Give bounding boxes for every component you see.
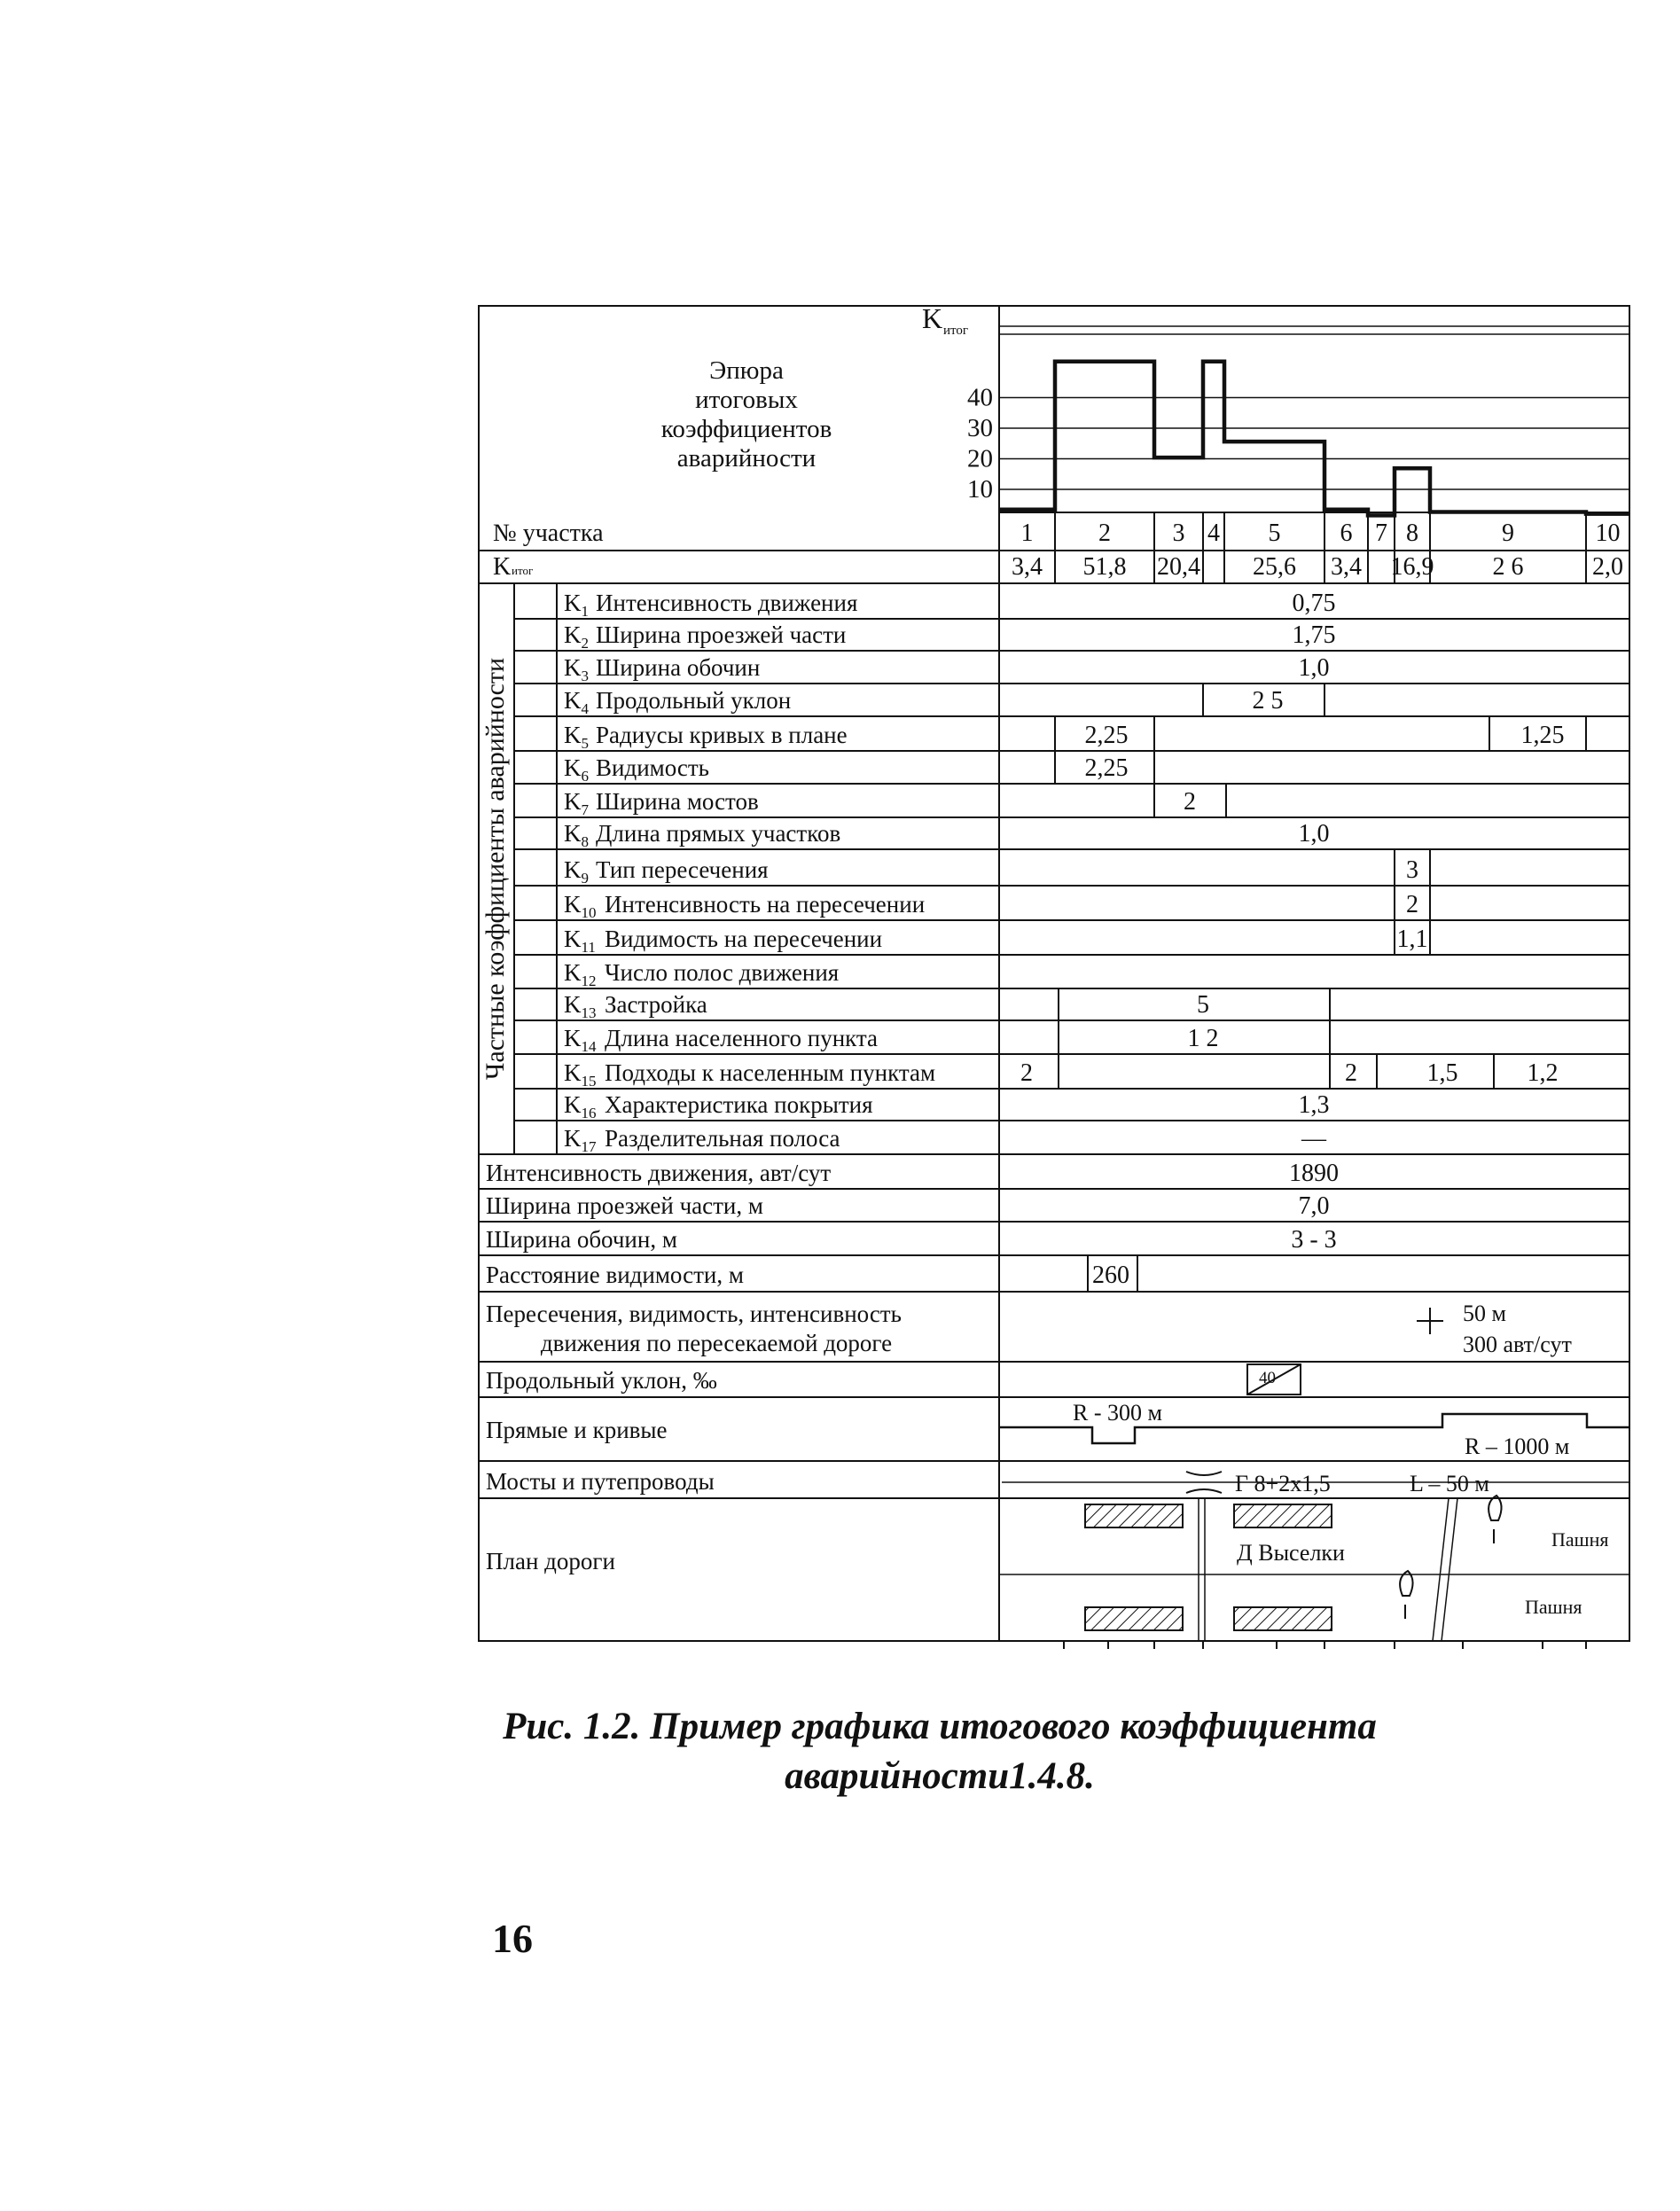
coef-name-K12: Число полос движения (605, 959, 840, 986)
intersection-traffic: 300 авт/сут (1463, 1332, 1572, 1357)
coef-value-K15-1: 2 (1020, 1059, 1033, 1087)
coef-name-K6: Видимость (596, 754, 709, 781)
bridge-size: Г 8+2х1,5 (1235, 1471, 1331, 1496)
bottom-label-2: Ширина проезжей части, м (486, 1192, 763, 1219)
coef-symbol-K10: $K_{10}$ (564, 891, 597, 921)
section-number-6: 6 (1340, 520, 1353, 547)
coef-name-K8: Длина прямых участков (596, 820, 841, 847)
y-tick-label-30: 30 (967, 414, 993, 442)
section-number-4: 4 (1207, 520, 1220, 547)
coef-name-K3: Ширина обочин (596, 654, 761, 681)
kitog-axis-subscript: итог (943, 324, 969, 338)
coef-value-K1-1: 0,75 (1292, 590, 1336, 617)
coef-name-K13: Застройка (605, 991, 707, 1018)
coef-value-K13-1: 5 (1197, 991, 1209, 1019)
coef-symbol-K16: $K_{16}$ (564, 1091, 597, 1121)
settlement-building-4 (1234, 1607, 1332, 1630)
kitog-value-5: 25,6 (1253, 553, 1296, 581)
caption-line-2: аварийности1.4.8. (785, 1755, 1095, 1797)
coef-value-K11-1: 1,1 (1396, 926, 1428, 953)
section-number-7: 7 (1375, 520, 1387, 547)
coef-name-K14: Длина населенного пункта (605, 1025, 879, 1051)
kitog-value-9: 2 6 (1492, 553, 1524, 581)
bottom-value-1: 1890 (1289, 1160, 1339, 1187)
section-number-header: № участка (493, 520, 604, 547)
gradient-value: 40 (1259, 1369, 1276, 1387)
field-boundary (1433, 1498, 1449, 1641)
chart-title-line-3: коэффициентов (660, 415, 832, 443)
coef-symbol-K1: $K_1$ (564, 590, 589, 620)
coef-symbol-K13: $K_{13}$ (564, 991, 597, 1021)
curve-radius-300: R - 300 м (1073, 1400, 1162, 1426)
section-number-10: 10 (1595, 520, 1621, 547)
coef-name-K10: Интенсивность на пересечении (605, 891, 926, 918)
section-number-1: 1 (1020, 520, 1034, 547)
y-tick-label-40: 40 (967, 383, 993, 412)
coef-value-K15-2: 2 (1345, 1059, 1357, 1087)
coef-symbol-K9: $K_9$ (564, 856, 589, 887)
bottom-value-3: 3 - 3 (1291, 1226, 1337, 1254)
curve-radius-1000: R – 1000 м (1465, 1434, 1570, 1459)
straights-curves-label: Прямые и кривые (486, 1417, 668, 1443)
settlement-building-2 (1234, 1504, 1332, 1527)
settlement-building-3 (1085, 1607, 1183, 1630)
y-tick-label-20: 20 (967, 444, 993, 473)
section-number-9: 9 (1502, 520, 1514, 547)
kitog-row-header: K (493, 553, 512, 581)
kitog-value-2: 51,8 (1082, 553, 1127, 581)
intersections-label-line-1: Пересечения, видимость, интенсивность (486, 1301, 902, 1327)
section-number-3: 3 (1172, 520, 1185, 547)
coef-symbol-K15: $K_{15}$ (564, 1059, 597, 1090)
coef-value-K9-1: 3 (1406, 856, 1418, 884)
coef-value-K10-1: 2 (1406, 891, 1418, 918)
kitog-value-8: 16,9 (1390, 553, 1434, 581)
caption-line-1: Рис. 1.2. Пример графика итогового коэффициента (503, 1706, 1377, 1747)
coef-value-K5-2: 1,25 (1520, 722, 1565, 749)
section-number-2: 2 (1098, 520, 1111, 547)
coef-symbol-K6: $K_6$ (564, 754, 589, 785)
coef-value-K15-4: 1,2 (1527, 1059, 1559, 1087)
coef-value-K8-1: 1,0 (1298, 820, 1330, 848)
chart-title-line-1: Эпюра (709, 356, 784, 385)
coef-symbol-K12: $K_{12}$ (564, 959, 597, 989)
settlement-name: Д Выселки (1237, 1540, 1345, 1566)
coef-value-K2-1: 1,75 (1292, 621, 1336, 649)
kitog-value-10: 2,0 (1592, 553, 1623, 581)
intersections-label-line-2: движения по пересекаемой дороге (540, 1330, 893, 1356)
coef-value-K6-1: 2,25 (1084, 754, 1129, 782)
coef-value-K5-1: 2,25 (1084, 722, 1129, 749)
coef-value-K7-1: 2 (1184, 788, 1196, 816)
settlement-building-1 (1085, 1504, 1183, 1527)
coef-name-K5: Радиусы кривых в плане (596, 722, 848, 748)
gradient-label: Продольный уклон, ‰ (486, 1367, 717, 1394)
bottom-label-1: Интенсивность движения, авт/сут (486, 1160, 832, 1186)
coef-name-K17: Разделительная полоса (605, 1125, 840, 1152)
coef-symbol-K3: $K_3$ (564, 654, 589, 684)
bottom-value-2: 7,0 (1298, 1192, 1330, 1220)
section-number-8: 8 (1406, 520, 1418, 547)
coef-name-K7: Ширина мостов (596, 788, 759, 815)
kitog-value-3: 20,4 (1157, 553, 1200, 581)
coef-value-K3-1: 1,0 (1298, 654, 1330, 682)
visibility-distance-label: Расстояние видимости, м (486, 1262, 744, 1288)
tree-icon-2 (1400, 1571, 1412, 1619)
chart-title-line-4: аварийности (676, 444, 817, 473)
page-number: 16 (492, 1916, 533, 1961)
coef-name-K2: Ширина проезжей части (596, 621, 847, 648)
coef-symbol-K4: $K_4$ (564, 687, 589, 717)
coef-value-K17-1: — (1301, 1125, 1326, 1152)
coef-name-K1: Интенсивность движения (596, 590, 858, 616)
coef-value-K14-1: 1 2 (1187, 1025, 1219, 1052)
coef-symbol-K14: $K_{14}$ (564, 1025, 597, 1055)
coef-symbol-K11: $K_{11}$ (564, 926, 596, 956)
y-tick-label-10: 10 (967, 475, 993, 504)
kitog-axis-label: K (922, 302, 943, 334)
field-label-1: Пашня (1551, 1528, 1609, 1551)
coef-symbol-K8: $K_8$ (564, 820, 589, 850)
field-label-2: Пашня (1525, 1596, 1582, 1618)
coef-symbol-K17: $K_{17}$ (564, 1125, 597, 1155)
chart-title-line-2: итоговых (695, 386, 798, 414)
section-number-5: 5 (1268, 520, 1281, 547)
coef-symbol-K2: $K_2$ (564, 621, 589, 652)
intersection-distance: 50 м (1463, 1301, 1506, 1326)
coef-symbol-K7: $K_7$ (564, 788, 589, 818)
coef-name-K16: Характеристика покрытия (605, 1091, 873, 1118)
vertical-label: Частные коэффициенты аварийности (481, 657, 510, 1081)
coef-name-K15: Подходы к населенным пунктам (605, 1059, 936, 1086)
bridge-length: L – 50 м (1410, 1471, 1489, 1496)
kitog-step-line (999, 362, 1629, 516)
coef-value-K4-1: 2 5 (1252, 687, 1284, 715)
coef-symbol-K5: $K_5$ (564, 722, 589, 752)
coef-value-K15-3: 1,5 (1426, 1059, 1458, 1087)
coef-name-K4: Продольный уклон (596, 687, 792, 714)
coef-value-K16-1: 1,3 (1298, 1091, 1330, 1119)
bottom-label-3: Ширина обочин, м (486, 1226, 677, 1253)
kitog-value-1: 3,4 (1012, 553, 1043, 581)
kitog-value-6: 3,4 (1331, 553, 1362, 581)
coef-name-K9: Тип пересечения (596, 856, 769, 883)
tree-icon-1 (1489, 1496, 1501, 1543)
coef-name-K11: Видимость на пересечении (605, 926, 883, 952)
bridges-label: Мосты и путепроводы (486, 1468, 715, 1495)
kitog-row-header-sub: итог (512, 564, 534, 577)
visibility-distance-value: 260 (1092, 1262, 1129, 1289)
road-plan-label: План дороги (486, 1548, 615, 1574)
figure-caption (496, 1702, 1383, 1801)
field-boundary (1442, 1498, 1457, 1641)
